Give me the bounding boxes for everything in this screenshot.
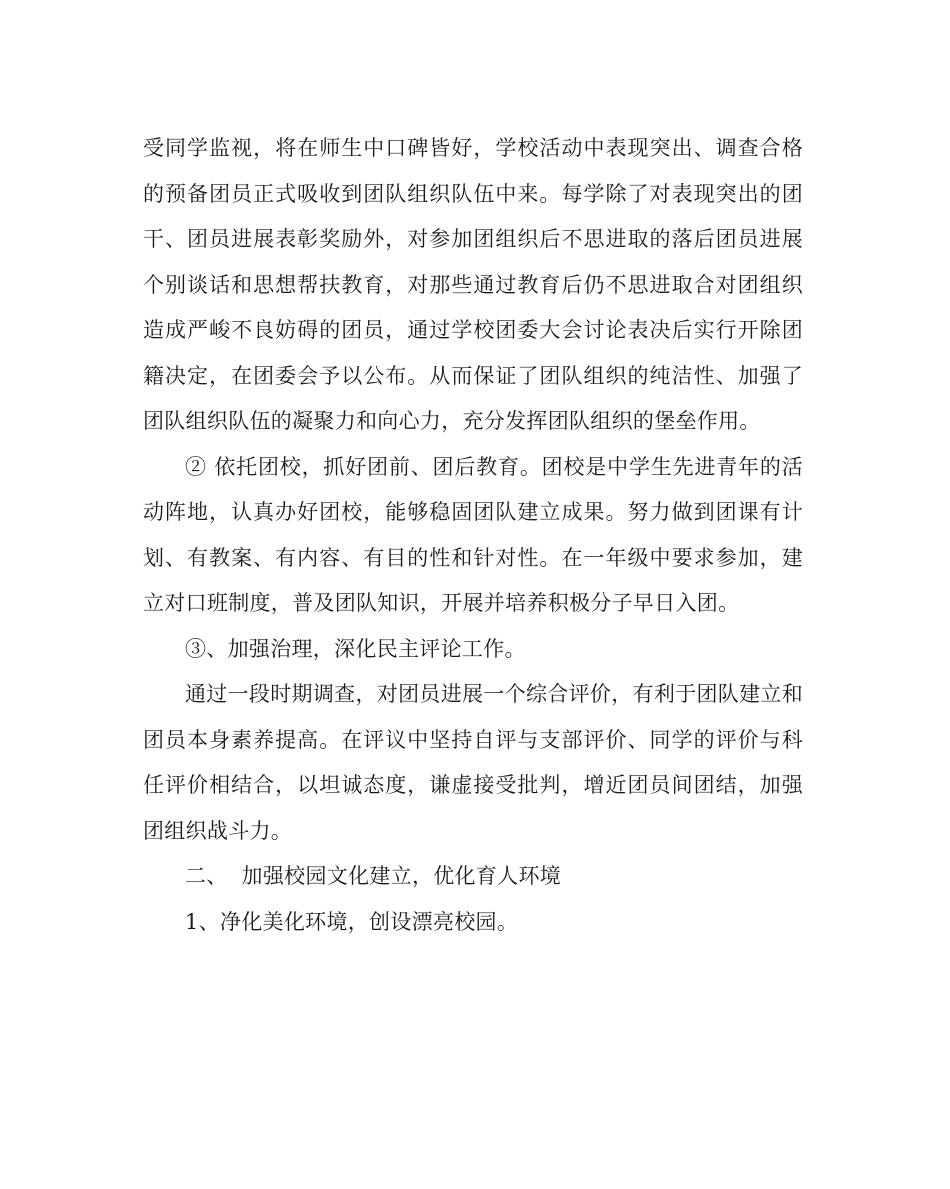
- paragraph-evaluation: 通过一段时期调查，对团员进展一个综合评价，有利于团队建立和团员本身素养提高。在评议中坚持自评与支部评价、同学的评价与科任评价相结合，以坦诚态度，谦虚接受批判，增近团员间团结，加强团组织战斗力。: [143, 682, 803, 843]
- paragraph-beautify-environment: 1、净化美化环境，创设漂亮校园。: [185, 909, 519, 934]
- document-body: [143, 126, 803, 945]
- paragraph-party-school: ② 依托团校，抓好团前、团后教育。团校是中学生先进青年的活动阵地，认真办好团校，能够稳固团队建立成果。努力做到团课有计划、有教案、有内容、有目的性和针对性。在一年级中要求参加，建立对口班制度，普及团队知识，开展并培养积极分子早日入团。: [143, 454, 803, 615]
- section-heading-campus-culture: 二、 加强校园文化建立，优化育人环境: [185, 864, 562, 888]
- paragraph-management-heading: ③、加强治理，深化民主评论工作。: [185, 636, 526, 661]
- paragraph-continuation: 受同学监视，将在师生中口碑皆好，学校活动中表现突出、调查合格的预备团员正式吸收到团队组织队伍中来。每学除了对表现突出的团干、团员进展表彰奖励外，对参加团组织后不思进取的落后团员进展个别谈话和思想帮扶教育，对那些通过教育后仍不思进取合对团组织造成严峻不良妨碍的团员，通过学校团委大会讨论表决后实行开除团籍决定，在团委会予以公布。从而保证了团队组织的纯洁性、加强了团队组织队伍的凝聚力和向心力，充分发挥团队组织的堡垒作用。: [143, 136, 803, 433]
